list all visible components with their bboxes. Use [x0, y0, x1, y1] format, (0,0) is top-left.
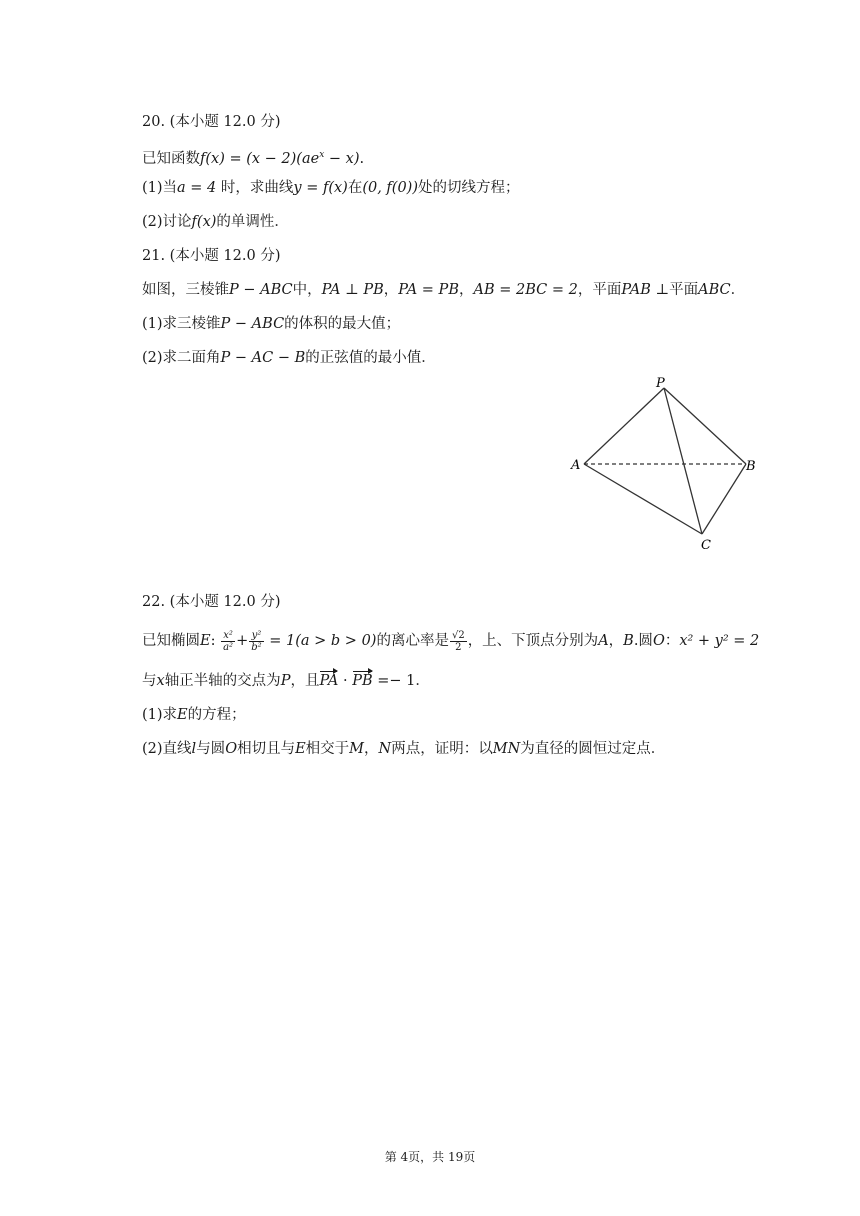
- page-footer: 第 4页，共 19页: [384, 1150, 476, 1164]
- edge-pa: [584, 388, 664, 464]
- edge-bc: [702, 464, 746, 534]
- fraction-sqrt2-2: $\frac{√2}{2}$: [451, 629, 465, 653]
- q20-header: 20. (本小题 12.0 分): [142, 114, 281, 130]
- q22-part2: (2)直线l与圆O相切且与E相交于M，N两点，证明：以MN为直径的圆恒过定点．: [142, 741, 666, 757]
- q22-header: 22. (本小题 12.0 分): [142, 594, 281, 610]
- label-p: P: [656, 376, 665, 391]
- q22-part1: (1)求E的方程；: [142, 707, 246, 723]
- q21-header: 21. (本小题 12.0 分): [142, 248, 281, 264]
- q20-stem: 已知函数$f(x) = (x - 2)(ae^x - x)$.: [142, 150, 365, 167]
- edge-pc: [664, 388, 702, 534]
- q22-stem-line2: 与x轴正半轴的交点为P，且PA · PB =− 1．: [142, 670, 430, 692]
- tetrahedron-figure: [560, 370, 770, 560]
- label-c: C: [701, 538, 711, 553]
- label-b: B: [746, 459, 756, 474]
- edge-ac: [584, 464, 702, 534]
- label-a: A: [571, 458, 581, 473]
- q20-part2: (2)讨论f(x)的单调性．: [142, 214, 289, 230]
- fraction-x2-a2: $\frac{\text{x²}}{\text{a²}}$: [223, 629, 234, 653]
- edge-pb: [664, 388, 746, 464]
- q21-part1: (1)求三棱锥P − ABC的体积的最大值；: [142, 316, 401, 332]
- q20-part1: (1)当a = 4 时，求曲线y = f(x)在(0, f(0))处的切线方程；: [142, 180, 520, 196]
- vector-pb: PB: [352, 670, 372, 692]
- vector-pa: PA: [319, 670, 338, 692]
- q21-part2: (2)求二面角P − AC − B的正弦值的最小值．: [142, 350, 436, 366]
- q22-stem-line1: 已知椭圆E: $\frac{\text{x²}}{\text{a²}}$ + $\frac{\text{y²}}{\text{b²}}$ = 1(a > b > 0)的离心率是 $\frac{√2}{2}$ ，上、下顶点分别为A，B.圆O：x² + y² = 2: [142, 629, 760, 653]
- q21-stem: 如图，三棱锥P − ABC中，PA ⊥ PB，PA = PB，AB = 2BC = 2，平面PAB ⊥平面ABC．: [142, 282, 746, 298]
- fraction-y2-b2: $\frac{\text{y²}}{\text{b²}}$: [251, 629, 262, 653]
